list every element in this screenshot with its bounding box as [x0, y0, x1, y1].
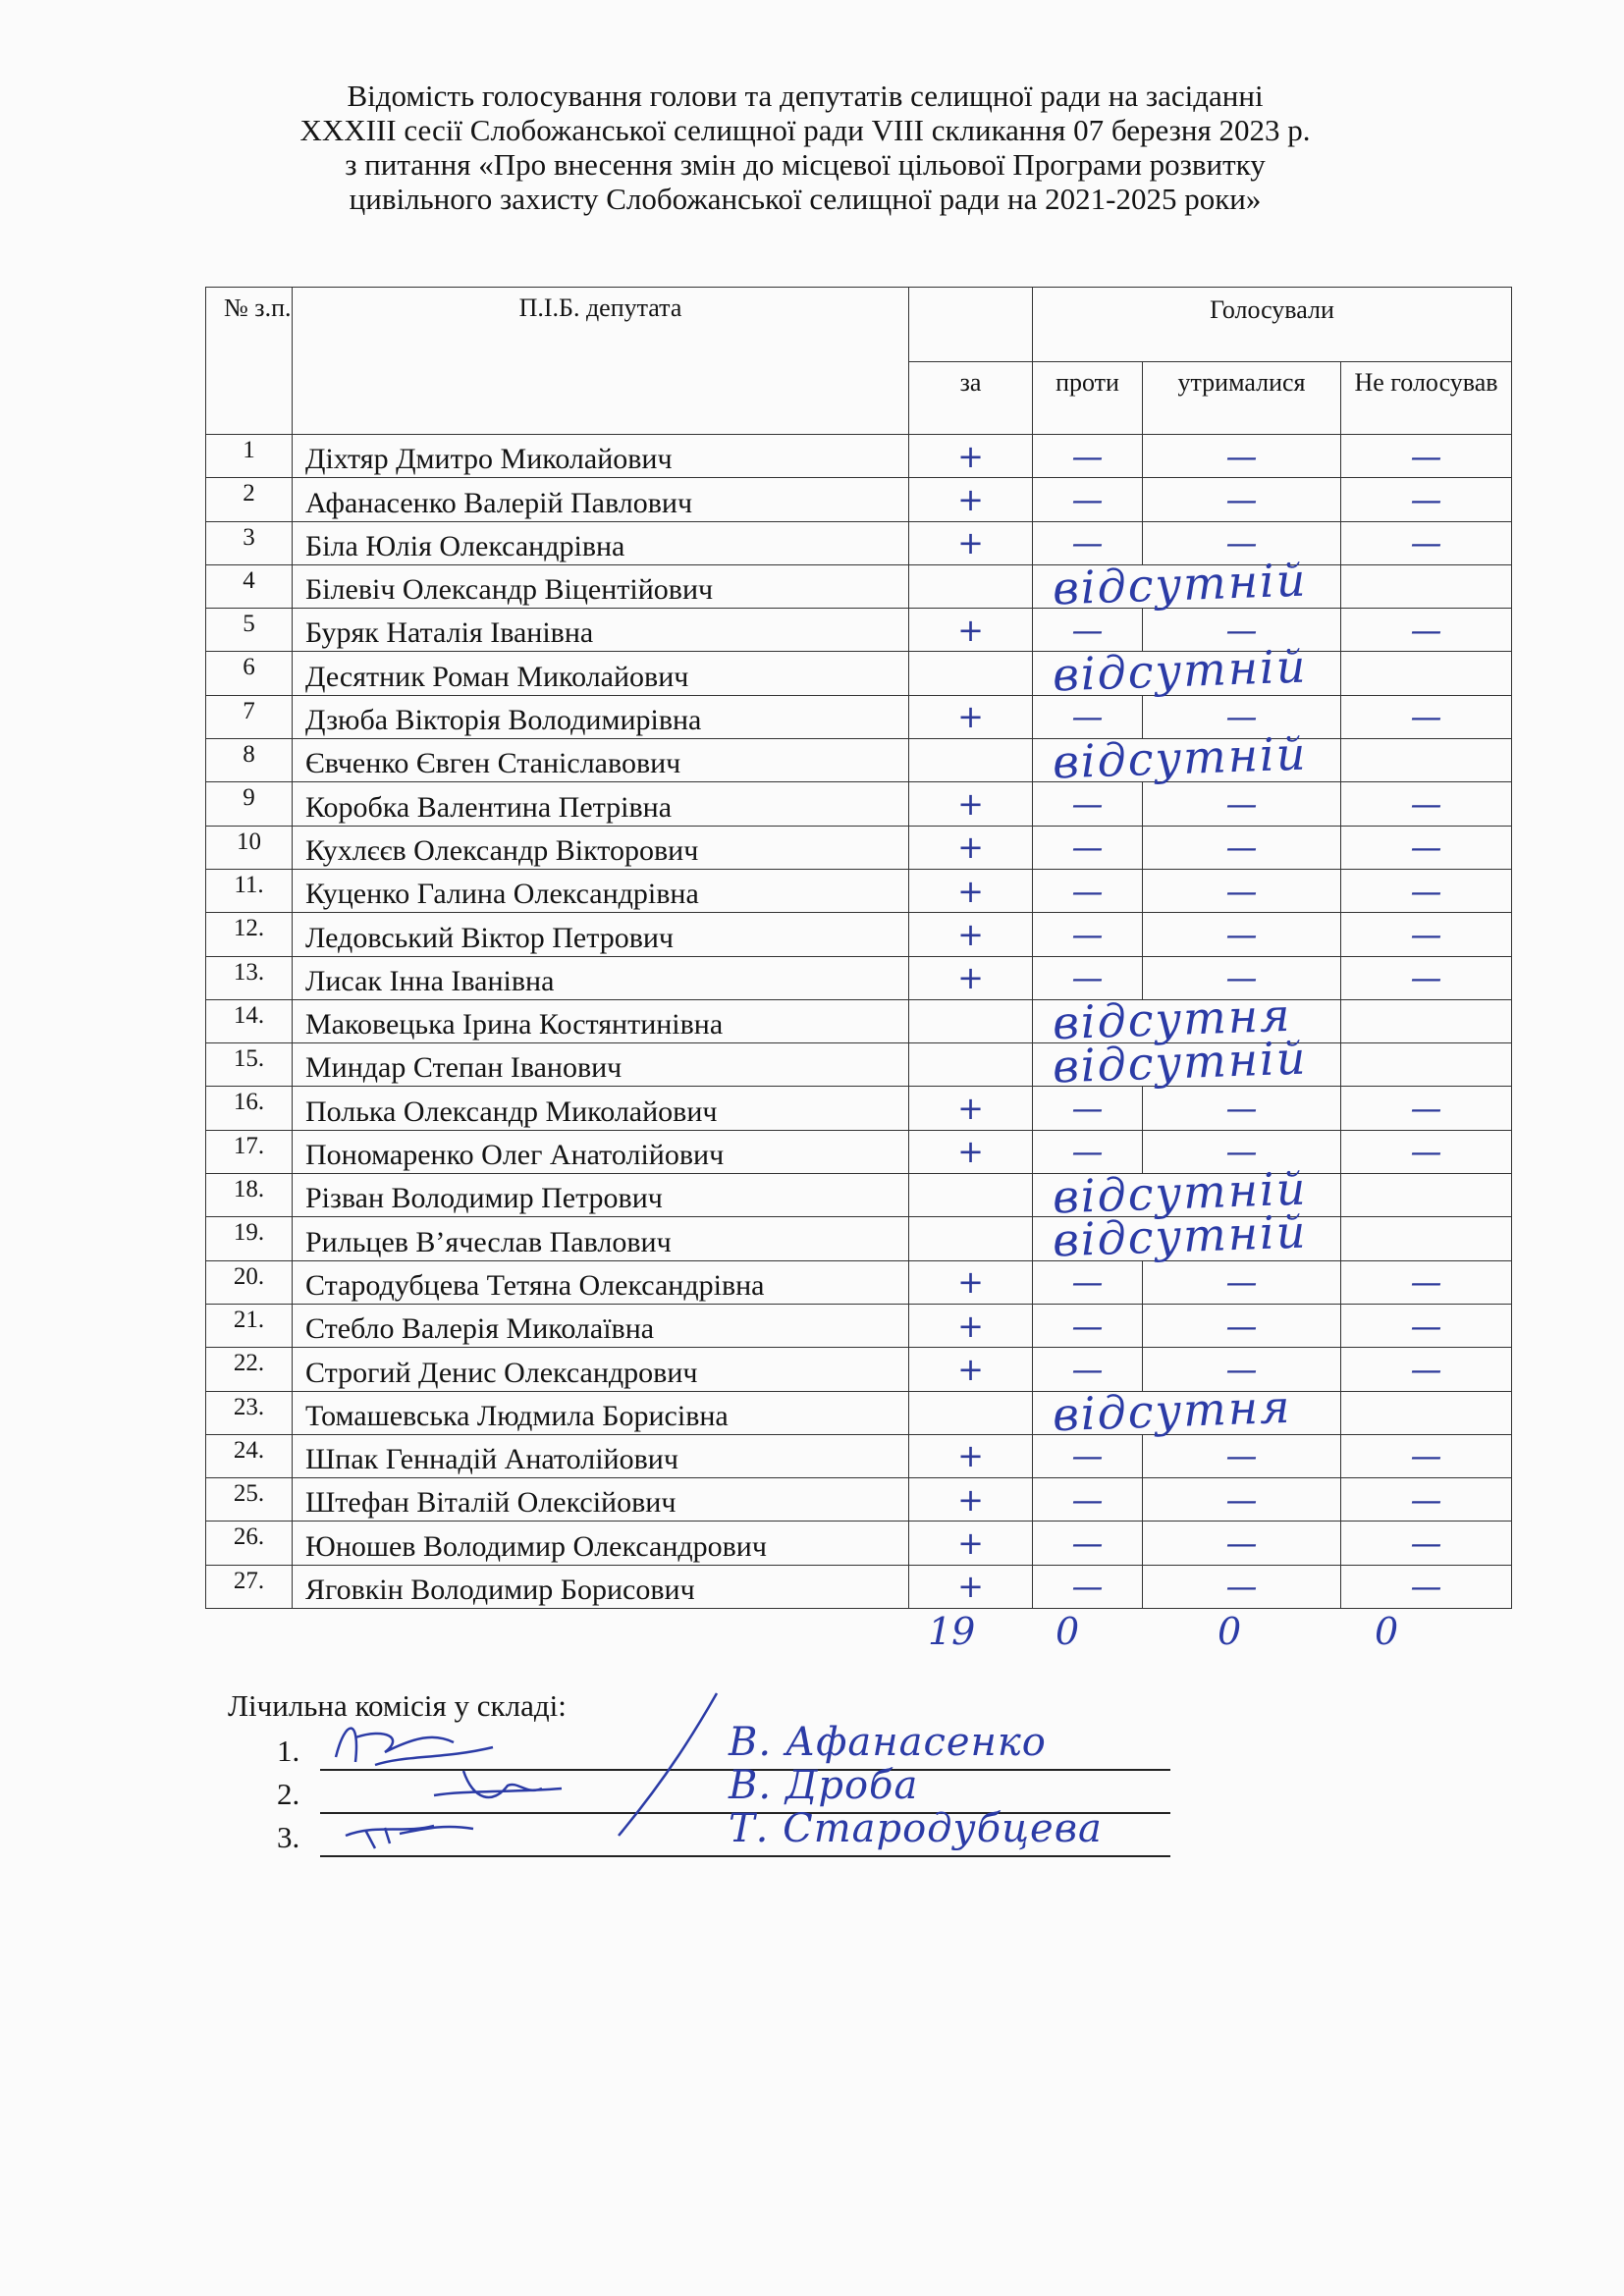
deputy-name: Лисак Інна Іванівна	[293, 956, 909, 999]
deputy-name: Євченко Євген Станіславович	[293, 739, 909, 782]
vote-not-voted	[1341, 609, 1512, 652]
total-not-voted: 0	[1375, 1610, 1399, 1653]
vote-against	[1033, 1304, 1143, 1347]
vote-mark: —	[1071, 437, 1104, 475]
deputy-name: Пономаренко Олег Анатолійович	[293, 1130, 909, 1173]
vote-against	[1033, 1434, 1143, 1477]
vote-not-voted	[1341, 435, 1512, 478]
vote-abstained	[1143, 1522, 1341, 1565]
vote-not-voted	[1341, 999, 1512, 1042]
deputy-name: Діхтяр Дмитро Миколайович	[293, 435, 909, 478]
vote-for	[909, 1260, 1033, 1304]
vote-mark: —	[1225, 1090, 1258, 1128]
table-row	[206, 1174, 1512, 1217]
title-line: XXXIII сесії Слобожанської селищної ради VIII скликання 07 березня 2023 р.	[299, 113, 1311, 147]
vote-mark: —	[1225, 1133, 1258, 1171]
deputy-name: Білевіч Олександр Віцентійович	[293, 564, 909, 608]
deputy-name: Яговкін Володимир Борисович	[293, 1565, 909, 1608]
vote-not-voted	[1341, 1348, 1512, 1391]
row-number: 1	[206, 435, 293, 478]
table-row	[206, 999, 1512, 1042]
deputy-name: Миндар Степан Іванович	[293, 1043, 909, 1087]
row-number: 19.	[206, 1217, 293, 1260]
vote-for	[909, 1130, 1033, 1173]
table-row	[206, 521, 1512, 564]
table-row	[206, 1130, 1512, 1173]
row-number: 14.	[206, 999, 293, 1042]
vote-for	[909, 956, 1033, 999]
vote-not-voted	[1341, 1043, 1512, 1087]
table-row	[206, 1087, 1512, 1130]
row-number: 27.	[206, 1565, 293, 1608]
vote-abstained	[1143, 1304, 1341, 1347]
deputy-name: Буряк Наталія Іванівна	[293, 609, 909, 652]
vote-not-voted	[1341, 1130, 1512, 1173]
vote-not-voted	[1341, 521, 1512, 564]
vote-mark: —	[1410, 785, 1442, 824]
vote-abstained	[1143, 913, 1341, 956]
row-number: 8	[206, 739, 293, 782]
vote-mark: —	[1071, 480, 1104, 518]
vote-mark: —	[1410, 1307, 1442, 1345]
vote-mark: —	[1071, 1090, 1104, 1128]
vote-not-voted	[1341, 1565, 1512, 1608]
deputy-name: Томашевська Людмила Борисівна	[293, 1391, 909, 1434]
vote-mark: —	[1410, 480, 1442, 518]
header-against: проти	[1033, 362, 1143, 435]
row-number: 15.	[206, 1043, 293, 1087]
absent-note-cell	[1033, 1031, 1341, 1094]
member-name: В. Дроба	[729, 1763, 919, 1808]
table-row	[206, 1391, 1512, 1434]
vote-not-voted	[1341, 869, 1512, 912]
vote-abstained	[1143, 478, 1341, 521]
table-row	[206, 435, 1512, 478]
row-number: 26.	[206, 1522, 293, 1565]
deputy-name: Афанасенко Валерій Павлович	[293, 478, 909, 521]
vote-not-voted	[1341, 1217, 1512, 1260]
vote-mark: —	[1225, 611, 1258, 649]
vote-for	[909, 1434, 1033, 1477]
vote-mark: —	[1225, 480, 1258, 518]
vote-mark: +	[957, 524, 984, 562]
table-row	[206, 1565, 1512, 1608]
header-for: за	[909, 362, 1033, 435]
header-name: П.І.Б. депутата	[293, 288, 909, 435]
vote-mark: —	[1225, 524, 1258, 562]
table-row	[206, 956, 1512, 999]
deputy-name: Рильцев В’ячеслав Павлович	[293, 1217, 909, 1260]
table-row	[206, 1217, 1512, 1260]
table-row	[206, 1478, 1512, 1522]
deputy-name: Дзюба Вікторія Володимирівна	[293, 695, 909, 738]
absent-note-cell	[1033, 639, 1341, 702]
vote-mark: —	[1225, 915, 1258, 953]
row-number: 20.	[206, 1260, 293, 1304]
vote-mark: +	[957, 1307, 984, 1345]
vote-mark: —	[1410, 1350, 1442, 1388]
document-title	[147, 79, 1463, 216]
vote-mark: —	[1071, 1133, 1104, 1171]
row-number: 22.	[206, 1348, 293, 1391]
vote-against	[1033, 782, 1143, 826]
row-number: 16.	[206, 1087, 293, 1130]
row-number: 17.	[206, 1130, 293, 1173]
vote-mark: —	[1410, 1133, 1442, 1171]
vote-abstained	[1143, 435, 1341, 478]
vote-mark: +	[957, 872, 984, 910]
vote-against	[1033, 1565, 1143, 1608]
vote-mark: —	[1071, 611, 1104, 649]
vote-against	[1033, 913, 1143, 956]
row-number: 11.	[206, 869, 293, 912]
vote-for	[909, 1304, 1033, 1347]
vote-mark: —	[1071, 1350, 1104, 1388]
vote-for	[909, 1174, 1033, 1217]
vote-mark: +	[957, 959, 984, 997]
deputy-name: Маковецька Ірина Костянтинівна	[293, 999, 909, 1042]
deputy-name: Стародубцева Тетяна Олександрівна	[293, 1260, 909, 1304]
vote-not-voted	[1341, 1260, 1512, 1304]
vote-mark: +	[957, 698, 984, 736]
table-row	[206, 1348, 1512, 1391]
vote-mark: —	[1071, 524, 1104, 562]
vote-for	[909, 1348, 1033, 1391]
vote-for	[909, 913, 1033, 956]
vote-for	[909, 435, 1033, 478]
header-abstained: утрималися	[1143, 362, 1341, 435]
vote-mark: +	[957, 1568, 984, 1606]
deputy-name: Коробка Валентина Петрівна	[293, 782, 909, 826]
vote-abstained	[1143, 1087, 1341, 1130]
vote-mark: —	[1410, 1090, 1442, 1128]
table-row	[206, 652, 1512, 695]
row-number: 9	[206, 782, 293, 826]
vote-mark: —	[1225, 437, 1258, 475]
vote-not-voted	[1341, 1304, 1512, 1347]
signature-3	[316, 1794, 513, 1863]
vote-not-voted	[1341, 478, 1512, 521]
vote-mark: —	[1071, 1307, 1104, 1345]
vote-mark: —	[1410, 524, 1442, 562]
vote-against	[1033, 826, 1143, 869]
row-number: 25.	[206, 1478, 293, 1522]
signature-stroke	[589, 1688, 727, 1845]
absent-note: відсутній	[1052, 553, 1309, 615]
title-line: з питання «Про внесення змін до місцевої цільової Програми розвитку	[345, 147, 1266, 182]
total-abstained: 0	[1218, 1610, 1242, 1653]
member-index: 3.	[277, 1820, 300, 1854]
header-not-voted: Не голосував	[1341, 362, 1512, 435]
vote-mark: +	[957, 1480, 984, 1519]
vote-abstained	[1143, 1565, 1341, 1608]
deputy-name: Шпак Геннадій Анатолійович	[293, 1434, 909, 1477]
table-row	[206, 564, 1512, 608]
vote-mark: +	[957, 1090, 984, 1128]
member-index: 2.	[277, 1777, 300, 1811]
vote-for	[909, 782, 1033, 826]
deputy-name: Кухлєєв Олександр Вікторович	[293, 826, 909, 869]
vote-for	[909, 1391, 1033, 1434]
member-index: 1.	[277, 1734, 300, 1768]
absent-note-cell	[1033, 1204, 1341, 1267]
vote-mark: —	[1225, 1524, 1258, 1563]
deputy-name: Стебло Валерія Миколаївна	[293, 1304, 909, 1347]
vote-mark: —	[1071, 872, 1104, 910]
vote-mark: +	[957, 437, 984, 475]
table-row	[206, 826, 1512, 869]
deputy-name: Різван Володимир Петрович	[293, 1174, 909, 1217]
vote-mark: —	[1410, 828, 1442, 867]
title-line: цивільного захисту Слобожанської селищної ради на 2021-2025 роки»	[349, 182, 1262, 216]
vote-mark: +	[957, 1524, 984, 1563]
vote-mark: —	[1071, 828, 1104, 867]
vote-mark: —	[1225, 785, 1258, 824]
vote-for	[909, 564, 1033, 608]
vote-mark: —	[1071, 698, 1104, 736]
vote-abstained	[1143, 869, 1341, 912]
table-row	[206, 695, 1512, 738]
vote-for	[909, 869, 1033, 912]
vote-against	[1033, 478, 1143, 521]
vote-abstained	[1143, 782, 1341, 826]
row-number: 18.	[206, 1174, 293, 1217]
deputy-name: Штефан Віталій Олексійович	[293, 1478, 909, 1522]
deputy-name: Ледовський Віктор Петрович	[293, 913, 909, 956]
header-blank	[909, 288, 1033, 362]
vote-for	[909, 1565, 1033, 1608]
vote-mark: —	[1410, 1480, 1442, 1519]
table-row	[206, 1260, 1512, 1304]
vote-mark: —	[1410, 1524, 1442, 1563]
vote-not-voted	[1341, 1391, 1512, 1434]
deputy-name: Десятник Роман Миколайович	[293, 652, 909, 695]
row-number: 4	[206, 564, 293, 608]
vote-mark: —	[1410, 1263, 1442, 1302]
vote-not-voted	[1341, 739, 1512, 782]
vote-for	[909, 739, 1033, 782]
deputy-name: Куценко Галина Олександрівна	[293, 869, 909, 912]
vote-mark: +	[957, 1133, 984, 1171]
vote-mark: +	[957, 1437, 984, 1475]
table-row	[206, 913, 1512, 956]
absent-note-cell	[1033, 726, 1341, 789]
vote-not-voted	[1341, 695, 1512, 738]
member-name: Т. Стародубцева	[729, 1806, 1103, 1851]
table-row	[206, 1043, 1512, 1087]
vote-mark: —	[1410, 611, 1442, 649]
row-number: 2	[206, 478, 293, 521]
deputy-name: Юношев Володимир Олександрович	[293, 1522, 909, 1565]
vote-mark: +	[957, 828, 984, 867]
vote-mark: —	[1225, 1568, 1258, 1606]
row-number: 24.	[206, 1434, 293, 1477]
commission-label: Лічильна комісія у складі:	[228, 1688, 567, 1723]
vote-mark: —	[1225, 959, 1258, 997]
vote-against	[1033, 521, 1143, 564]
absent-note-cell	[1033, 1379, 1341, 1441]
absent-note: відсутня	[1052, 988, 1293, 1050]
row-number: 6	[206, 652, 293, 695]
deputy-name: Строгий Денис Олександрович	[293, 1348, 909, 1391]
vote-for	[909, 1478, 1033, 1522]
vote-for	[909, 1522, 1033, 1565]
vote-mark: —	[1225, 828, 1258, 867]
vote-for	[909, 695, 1033, 738]
absent-note-cell	[1033, 553, 1341, 615]
member-name: В. Афанасенко	[729, 1720, 1047, 1765]
vote-not-voted	[1341, 1087, 1512, 1130]
absent-note: відсутній	[1052, 1161, 1309, 1224]
title-line: Відомість голосування голови та депутатів селищної ради на засіданні	[347, 79, 1264, 113]
vote-mark: +	[957, 915, 984, 953]
vote-mark: —	[1225, 1437, 1258, 1475]
vote-abstained	[1143, 826, 1341, 869]
vote-mark: —	[1410, 959, 1442, 997]
total-against: 0	[1056, 1610, 1080, 1653]
vote-mark: —	[1071, 959, 1104, 997]
vote-mark: —	[1410, 915, 1442, 953]
vote-mark: —	[1225, 1307, 1258, 1345]
row-number: 5	[206, 609, 293, 652]
vote-against	[1033, 1087, 1143, 1130]
header-voted: Голосували	[1033, 288, 1512, 362]
absent-note: відсутній	[1052, 639, 1309, 702]
vote-mark: —	[1225, 1350, 1258, 1388]
vote-mark: —	[1071, 1524, 1104, 1563]
vote-mark: —	[1225, 872, 1258, 910]
vote-mark: —	[1410, 1568, 1442, 1606]
vote-not-voted	[1341, 1434, 1512, 1477]
vote-mark: —	[1071, 915, 1104, 953]
vote-abstained	[1143, 1434, 1341, 1477]
vote-against	[1033, 869, 1143, 912]
vote-not-voted	[1341, 564, 1512, 608]
vote-mark: —	[1071, 1263, 1104, 1302]
totals-row	[0, 1610, 1624, 1669]
vote-mark: —	[1071, 1437, 1104, 1475]
vote-not-voted	[1341, 826, 1512, 869]
vote-for	[909, 478, 1033, 521]
vote-mark: +	[957, 480, 984, 518]
vote-abstained	[1143, 1478, 1341, 1522]
vote-mark: —	[1071, 1480, 1104, 1519]
vote-mark: —	[1410, 437, 1442, 475]
vote-not-voted	[1341, 1478, 1512, 1522]
vote-against	[1033, 435, 1143, 478]
vote-against	[1033, 1348, 1143, 1391]
vote-not-voted	[1341, 1174, 1512, 1217]
table-row	[206, 609, 1512, 652]
table-row	[206, 782, 1512, 826]
absent-note: відсутній	[1052, 1204, 1309, 1267]
voting-table	[205, 287, 1512, 1609]
vote-for	[909, 1217, 1033, 1260]
table-body	[206, 435, 1512, 1609]
vote-mark: —	[1225, 1263, 1258, 1302]
vote-mark: —	[1410, 872, 1442, 910]
vote-mark: —	[1225, 698, 1258, 736]
vote-mark: +	[957, 1350, 984, 1388]
table-row	[206, 1522, 1512, 1565]
vote-against	[1033, 1260, 1143, 1304]
vote-not-voted	[1341, 782, 1512, 826]
vote-mark: +	[957, 785, 984, 824]
vote-mark: —	[1071, 1568, 1104, 1606]
row-number: 7	[206, 695, 293, 738]
vote-for	[909, 1043, 1033, 1087]
vote-for	[909, 652, 1033, 695]
vote-mark: —	[1410, 698, 1442, 736]
vote-mark: +	[957, 611, 984, 649]
vote-for	[909, 521, 1033, 564]
vote-for	[909, 609, 1033, 652]
row-number: 10	[206, 826, 293, 869]
vote-against	[1033, 1478, 1143, 1522]
vote-for	[909, 826, 1033, 869]
row-number: 12.	[206, 913, 293, 956]
table-row	[206, 739, 1512, 782]
row-number: 13.	[206, 956, 293, 999]
vote-not-voted	[1341, 956, 1512, 999]
vote-mark: —	[1225, 1480, 1258, 1519]
vote-not-voted	[1341, 652, 1512, 695]
absent-note: відсутній	[1052, 1031, 1309, 1094]
table-row	[206, 1304, 1512, 1347]
absent-note: відсутня	[1052, 1379, 1293, 1441]
vote-against	[1033, 1522, 1143, 1565]
vote-abstained	[1143, 1260, 1341, 1304]
deputy-name: Біла Юлія Олександрівна	[293, 521, 909, 564]
vote-mark: —	[1071, 785, 1104, 824]
row-number: 3	[206, 521, 293, 564]
vote-not-voted	[1341, 1522, 1512, 1565]
table-row	[206, 1434, 1512, 1477]
vote-mark: —	[1410, 1437, 1442, 1475]
deputy-name: Полька Олександр Миколайович	[293, 1087, 909, 1130]
vote-not-voted	[1341, 913, 1512, 956]
absent-note: відсутній	[1052, 726, 1309, 789]
vote-mark: +	[957, 1263, 984, 1302]
table-row	[206, 478, 1512, 521]
header-num: № з.п.	[206, 288, 293, 435]
row-number: 21.	[206, 1304, 293, 1347]
table-row	[206, 869, 1512, 912]
total-for: 19	[928, 1610, 976, 1653]
vote-for	[909, 999, 1033, 1042]
row-number: 23.	[206, 1391, 293, 1434]
vote-for	[909, 1087, 1033, 1130]
